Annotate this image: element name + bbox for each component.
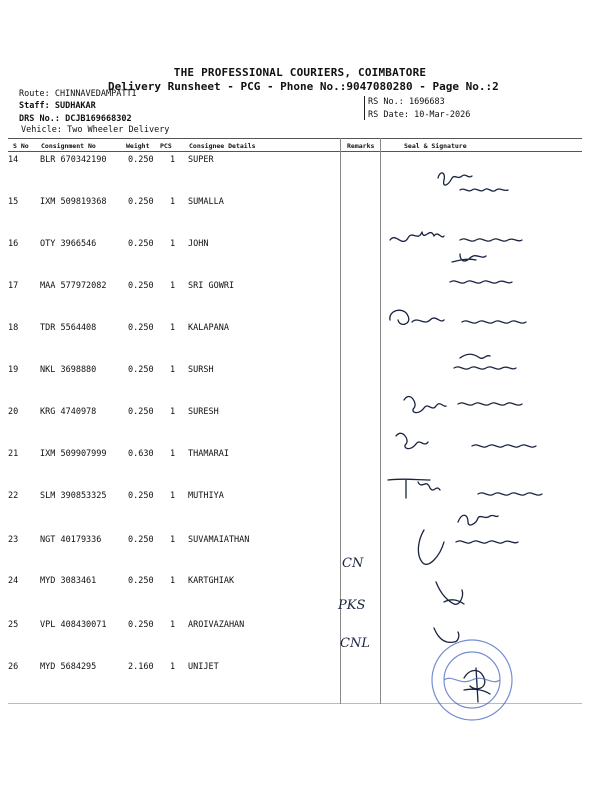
row-sno: 24 (8, 576, 19, 586)
row-pcs: 1 (170, 576, 176, 586)
row-pcs: 1 (170, 365, 176, 375)
col-remarks: Remarks (347, 142, 375, 150)
signature-row-19 (454, 354, 516, 369)
row-consignee: AROIVAZAHAN (188, 620, 245, 630)
row-pcs: 1 (170, 620, 176, 630)
row-pcs: 1 (170, 155, 176, 165)
rs-number-line (368, 96, 470, 109)
row-pcs: 1 (170, 662, 176, 672)
row-consignee: UNIJET (188, 662, 219, 672)
row-weight: 0.250 (128, 535, 154, 545)
row-consignment: BLR 670342190 (40, 155, 107, 165)
row-weight: 0.250 (128, 197, 154, 207)
row-sno: 21 (8, 449, 19, 459)
row-pcs: 1 (170, 491, 176, 501)
vehicle-value: Two Wheeler Delivery (67, 125, 170, 135)
row-consignment: NGT 40179336 (40, 535, 102, 545)
col-pcs: PCS (160, 142, 172, 150)
row-consignee: SUPER (188, 155, 214, 165)
row-weight: 0.250 (128, 407, 154, 417)
row-sno: 19 (8, 365, 19, 375)
row-consignment: MAA 577972082 (40, 281, 107, 291)
rs-date-line (368, 109, 470, 122)
row-consignment: IXM 509907999 (40, 449, 107, 459)
row-pcs: 1 (170, 197, 176, 207)
signature-row-26 (464, 668, 490, 702)
row-consignment: NKL 3698880 (40, 365, 97, 375)
remark-handwriting: CNL (340, 636, 370, 651)
col-weight: Weight (126, 142, 150, 150)
row-weight: 0.250 (128, 239, 154, 249)
col-seal-signature: Seal & Signature (404, 142, 467, 150)
row-consignee: THAMARAI (188, 449, 229, 459)
row-consignee: SURSH (188, 365, 214, 375)
row-weight: 0.250 (128, 620, 154, 630)
row-consignee: JOHN (188, 239, 209, 249)
rs-date-value: 10-Mar-2026 (414, 110, 471, 120)
staff-line (19, 101, 96, 111)
row-sno: 23 (8, 535, 19, 545)
row-pcs: 1 (170, 535, 176, 545)
signature-row-16 (390, 232, 522, 241)
signature-row-20 (404, 396, 522, 412)
staff-label: Staff: (19, 101, 50, 111)
row-weight: 0.250 (128, 365, 154, 375)
row-consignment: MYD 5684295 (40, 662, 97, 672)
remark-handwriting: CN (342, 556, 364, 571)
row-sno: 15 (8, 197, 19, 207)
row-consignment: OTY 3966546 (40, 239, 97, 249)
signature-row-25 (434, 628, 459, 642)
row-sno: 26 (8, 662, 19, 672)
company-name: THE PROFESSIONAL COURIERS, COIMBATORE (173, 66, 427, 79)
row-sno: 25 (8, 620, 19, 630)
row-sno: 14 (8, 155, 19, 165)
row-consignment: SLM 390853325 (40, 491, 107, 501)
vehicle-line (21, 125, 169, 135)
vehicle-label: Vehicle: (21, 125, 62, 135)
drs-label: DRS No.: (19, 114, 60, 124)
signatures-drawing (380, 150, 590, 710)
signature-row-14 (438, 173, 508, 191)
col-sno: S No (13, 142, 29, 150)
row-weight: 2.160 (128, 662, 154, 672)
col-consignee: Consignee Details (189, 142, 256, 150)
row-consignee: KALAPANA (188, 323, 229, 333)
drs-line (19, 114, 132, 124)
stamp-icon (432, 640, 512, 720)
rs-no-label: RS No.: (368, 97, 404, 107)
drs-value: DCJB169668302 (65, 114, 132, 124)
row-consignee: SUMALLA (188, 197, 224, 207)
rs-no-value: 1696683 (408, 97, 445, 107)
staff-value: SUDHAKAR (54, 101, 96, 111)
row-sno: 22 (8, 491, 19, 501)
row-consignment: MYD 3083461 (40, 576, 97, 586)
rs-date-label: RS Date: (368, 110, 409, 120)
row-weight: 0.250 (128, 491, 154, 501)
row-consignment: IXM 509819368 (40, 197, 107, 207)
row-sno: 18 (8, 323, 19, 333)
row-pcs: 1 (170, 449, 176, 459)
row-sno: 17 (8, 281, 19, 291)
row-consignee: SRI GOWRI (188, 281, 235, 291)
signature-row-22 (388, 479, 542, 498)
route-label: Route: (19, 89, 50, 99)
table-top-border (8, 138, 582, 139)
row-consignee: MUTHIYA (188, 491, 224, 501)
remark-handwriting: PKS (338, 598, 366, 613)
signature-row-21 (396, 433, 536, 448)
route-value: CHINNAVEDAMPATTI (54, 89, 137, 99)
signature-row-17 (450, 254, 512, 283)
row-consignee: SURESH (188, 407, 219, 417)
col-consignment: Consignment No (41, 142, 96, 150)
row-pcs: 1 (170, 281, 176, 291)
row-consignee: KARTGHIAK (188, 576, 235, 586)
row-consignment: KRG 4740978 (40, 407, 97, 417)
signature-row-18 (390, 310, 526, 324)
row-weight: 0.250 (128, 576, 154, 586)
row-pcs: 1 (170, 407, 176, 417)
route-line (19, 89, 137, 99)
row-weight: 0.250 (128, 323, 154, 333)
row-weight: 0.250 (128, 281, 154, 291)
row-consignment: VPL 408430071 (40, 620, 107, 630)
row-consignment: TDR 5564408 (40, 323, 97, 333)
runsheet-title: Delivery Runsheet - PCG - Phone No.:9047080280 - Page No.:2 (108, 80, 499, 93)
signature-row-24 (436, 582, 464, 604)
row-consignee: SUVAMAIATHAN (188, 535, 250, 545)
signature-row-23 (418, 515, 518, 564)
row-weight: 0.250 (128, 155, 154, 165)
row-pcs: 1 (170, 323, 176, 333)
row-sno: 16 (8, 239, 19, 249)
row-weight: 0.630 (128, 449, 154, 459)
rs-block (364, 96, 470, 120)
row-pcs: 1 (170, 239, 176, 249)
row-sno: 20 (8, 407, 19, 417)
